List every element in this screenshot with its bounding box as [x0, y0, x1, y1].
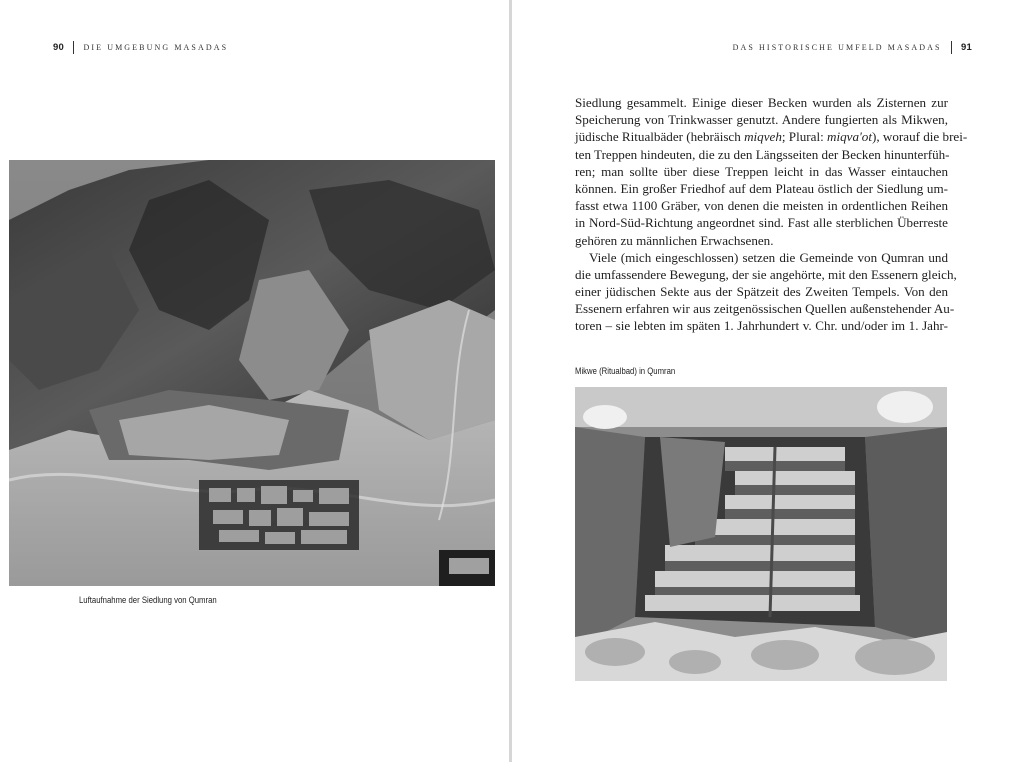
right-page	[512, 0, 1020, 762]
text-line: die umfassendere Bewegung, der sie angehörte, mit den Essenern gleich,	[575, 266, 957, 282]
text-line: können. Ein großer Friedhof auf dem Plateau östlich der Siedlung um-	[575, 180, 948, 196]
text-line: Viele (mich eingeschlossen) setzen die Gemeinde von Qumran und	[589, 249, 948, 265]
aerial-photo-qumran	[9, 160, 495, 586]
chapter-title: DIE UMGEBUNG MASADAS	[83, 42, 229, 52]
text-line	[575, 128, 968, 145]
figure-caption: Mikwe (Ritualbad) in Qumran	[575, 366, 676, 376]
text-line: toren – sie lebten im späten 1. Jahrhundert v. Chr. und/oder im 1. Jahr-	[575, 318, 948, 334]
body-text	[575, 94, 968, 335]
text-run: jüdische Ritualbäder (hebräisch	[575, 129, 745, 145]
text-run: ), worauf die brei-	[871, 129, 968, 145]
text-line: fasst etwa 1100 Gräber, von denen die meisten in ordentlichen Reihen	[575, 198, 948, 214]
text-line: Essenern erfahren wir aus zeitgenössischen Quellen außenstehender Au-	[575, 301, 955, 317]
running-head-divider	[951, 41, 953, 54]
text-run: ; Plural:	[781, 129, 827, 145]
text-line: in Nord-Süd-Richtung angeordnet sind. Fast alle sterblichen Überreste	[575, 215, 948, 231]
landscape-image-icon	[9, 160, 495, 586]
text-line: Siedlung gesammelt. Einige dieser Becken wurden als Zisternen zur	[575, 95, 948, 110]
italic-term: miqva'ot	[827, 129, 872, 145]
text-line: einer jüdischen Sekte aus der Spätzeit des Zweiten Tempels. Von den	[575, 284, 948, 300]
text-line: gehören zu männlichen Erwachsenen.	[575, 232, 774, 248]
running-head-right	[733, 40, 972, 54]
running-head-left	[53, 40, 228, 54]
running-head-divider	[73, 41, 75, 54]
stairs-image-icon	[575, 387, 947, 681]
text-line: Speicherung von Trinkwasser genutzt. Andere fungierten als Mikwen,	[575, 112, 948, 128]
text-line: ten Treppen hindeuten, die zu den Längsseiten der Becken hinunterfüh-	[575, 146, 950, 162]
page-number: 91	[961, 41, 972, 53]
ritual-bath-photo	[575, 387, 947, 681]
italic-term: miqveh	[744, 129, 782, 145]
text-line: ren; man sollte über diese Treppen leicht in das Wasser eintauchen	[575, 163, 948, 179]
page-number: 90	[53, 41, 64, 53]
chapter-title: DAS HISTORISCHE UMFELD MASADAS	[732, 42, 942, 52]
figure-caption: Luftaufnahme der Siedlung von Qumran	[79, 595, 217, 605]
